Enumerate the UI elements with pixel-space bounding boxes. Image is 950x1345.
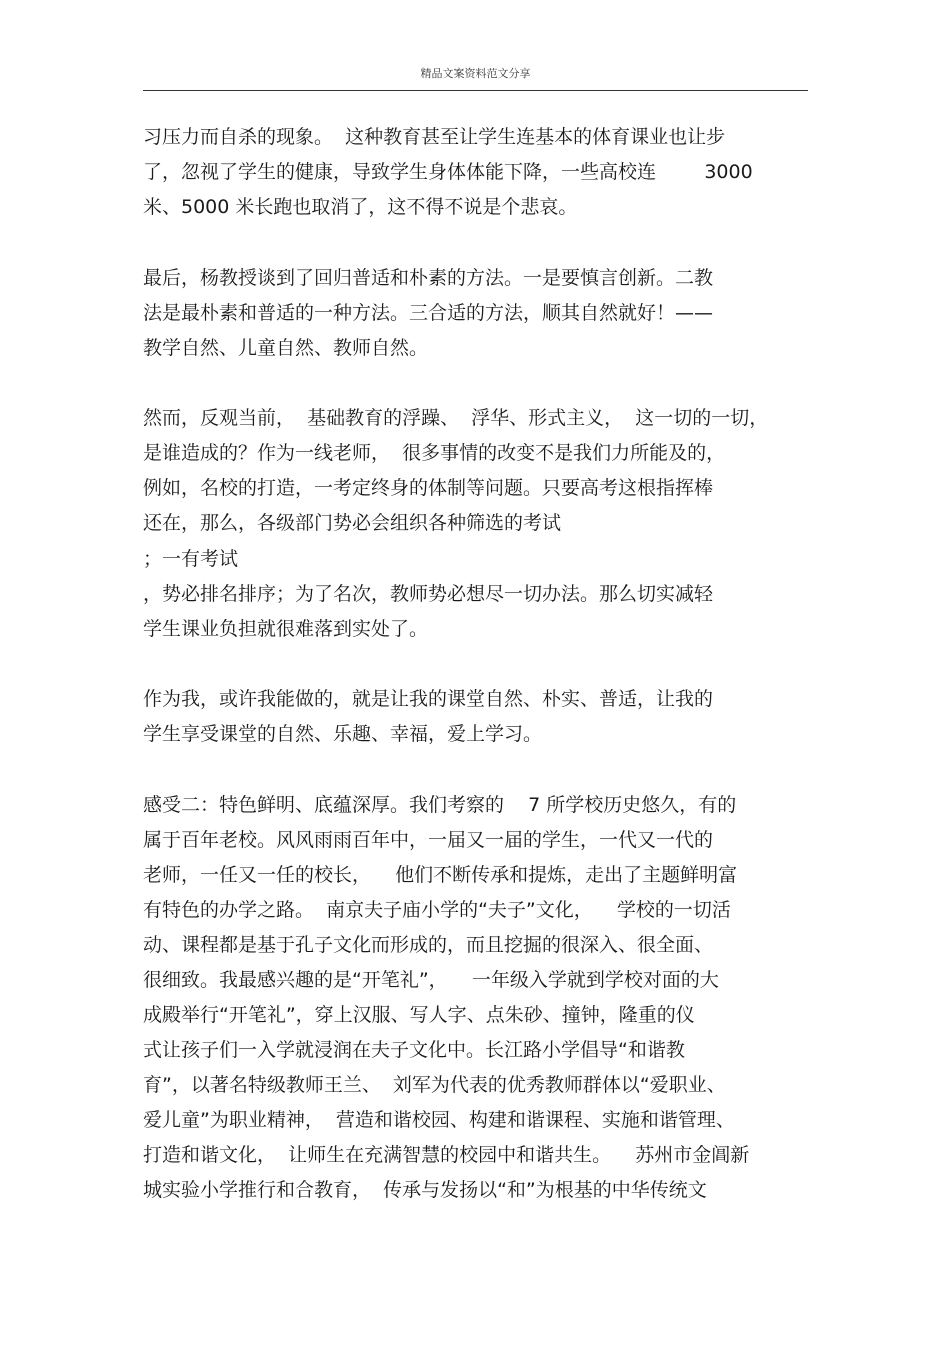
text-line: 例如，名校的打造，一考定终身的体制等问题。只要高考这根指挥棒	[143, 477, 714, 499]
text-line: 习压力而自杀的现象。 这种教育甚至让学生连基本的体育课业也让步	[143, 126, 726, 148]
text-line: 学生课业负担就很难落到实处了。	[143, 618, 429, 640]
text-line: 打造和谐文化， 让师生在充满智慧的校园中和谐共生。 苏州市金阊新	[143, 1144, 750, 1166]
text-line: 最后，杨教授谈到了回归普适和朴素的方法。一是要慎言创新。二教	[143, 267, 714, 289]
page-header: 精品文案资料范文分享	[420, 67, 531, 80]
text-line: 学生享受课堂的自然、乐趣、幸福，爱上学习。	[143, 723, 543, 745]
text-line: ，势必排名排序；为了名次，教师势必想尽一切办法。那么切实减轻	[143, 583, 714, 605]
text-line: 爱儿童”为职业精神， 营造和谐校园、构建和谐课程、实施和谐管理、	[143, 1109, 735, 1131]
text-line: 法是最朴素和普适的一种方法。三合适的方法，顺其自然就好！——	[143, 302, 714, 324]
text-line: 了，忽视了学生的健康，导致学生身体体能下降，一些高校连 3000	[143, 161, 753, 183]
text-line: 有特色的办学之路。 南京夫子庙小学的“夫子”文化， 学校的一切活	[143, 899, 731, 921]
text-line: ；一有考试	[143, 548, 239, 570]
header-divider	[143, 90, 808, 91]
text-line: 然而，反观当前， 基础教育的浮躁、 浮华、形式主义， 这一切的一切，	[143, 407, 769, 429]
text-line: 教学自然、儿童自然、教师自然。	[143, 337, 429, 359]
text-line: 作为我，或许我能做的，就是让我的课堂自然、朴实、普适，让我的	[143, 688, 714, 710]
text-line: 成殿举行“开笔礼”，穿上汉服、写人字、点朱砂、撞钟，隆重的仪	[143, 1004, 695, 1026]
text-line: 式让孩子们一入学就浸润在夫子文化中。长江路小学倡导“和谐教	[143, 1039, 685, 1061]
text-line: 很细致。我最感兴趣的是“开笔礼”， 一年级入学就到学校对面的大	[143, 969, 719, 991]
text-line: 城实验小学推行和合教育， 传承与发扬以“和”为根基的中华传统文	[143, 1179, 707, 1201]
text-line: 还在，那么，各级部门势必会组织各种筛选的考试	[143, 512, 562, 534]
text-line: 米、5000 米长跑也取消了，这不得不说是个悲哀。	[143, 196, 578, 218]
text-line: 感受二：特色鲜明、底蕴深厚。我们考察的 7 所学校历史悠久，有的	[143, 794, 737, 816]
text-line: 属于百年老校。风风雨雨百年中，一届又一届的学生，一代又一代的	[143, 829, 714, 851]
text-line: 是谁造成的？作为一线老师， 很多事情的改变不是我们力所能及的，	[143, 442, 726, 464]
text-line: 动、课程都是基于孔子文化而形成的，而且挖掘的很深入、很全面、	[143, 934, 714, 956]
text-line: 育”，以著名特级教师王兰、 刘军为代表的优秀教师群体以“爱职业、	[143, 1074, 726, 1096]
text-line: 老师，一任又一任的校长， 他们不断传承和提炼，走出了主题鲜明富	[143, 864, 738, 886]
